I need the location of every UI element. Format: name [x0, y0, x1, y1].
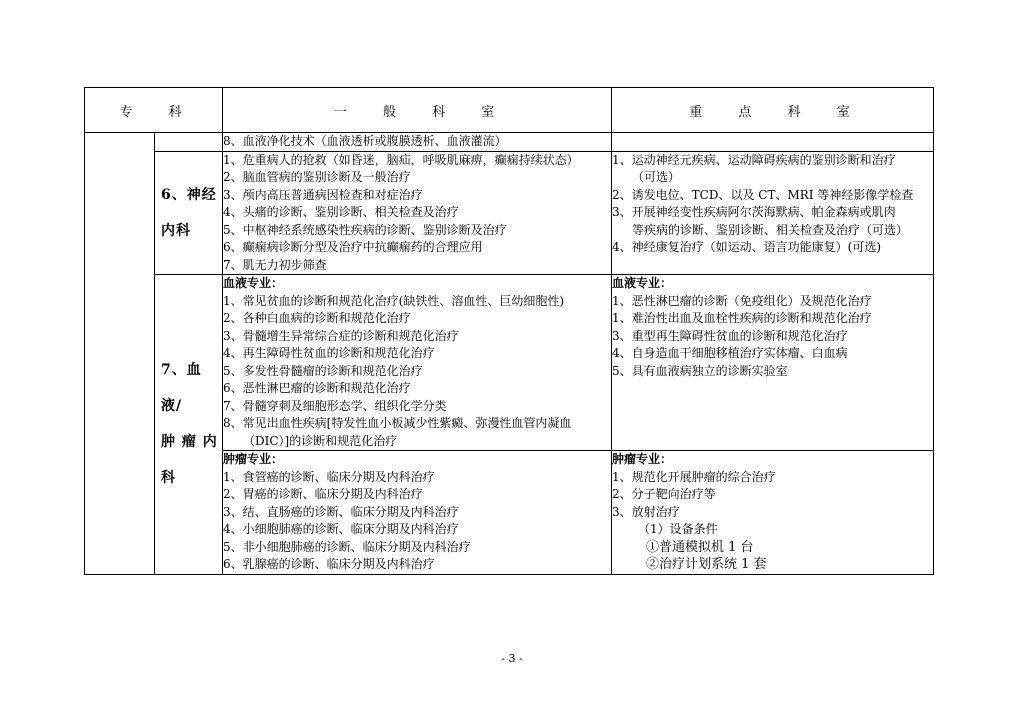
- table-row-continuation: [85, 133, 934, 152]
- list-item: 5、多发性骨髓瘤的诊断和规范化治疗: [223, 363, 423, 378]
- header-specialty: 专 科: [85, 88, 223, 133]
- dept-label-neurology: 6、神经 内科: [155, 151, 223, 275]
- general-cell-neurology: [223, 151, 612, 275]
- list-item: 1、食管癌的诊断、临床分期及内科治疗: [223, 469, 435, 484]
- list-item: （可选）: [632, 170, 681, 184]
- table-header-row: [85, 88, 934, 133]
- general-cell-continuation: [223, 133, 612, 152]
- list-item: 等疾病的诊断、鉴别诊断、相关检查及治疗（可选）: [632, 222, 909, 237]
- list-item: 4、自身造血干细胞移植治疗实体瘤、白血病: [612, 346, 848, 360]
- list-item: 3、放射治疗: [612, 504, 680, 519]
- list-item: 7、骨髓穿刺及细胞形态学、组织化学分类: [223, 398, 447, 413]
- list-item: 3、颅内高压普通病因检查和对症治疗: [223, 187, 423, 202]
- list-item: 2、胃癌的诊断、临床分期及内科治疗: [223, 487, 423, 501]
- header-general-dept: 一 般 科 室: [223, 88, 612, 133]
- list-item: 3、重型再生障碍性贫血的诊断和规范化治疗: [612, 328, 848, 343]
- list-item: 6、癫痫病诊断分型及治疗中抗癫痫药的合理应用: [223, 240, 483, 254]
- list-item: 2、诱发电位、TCD、以及 CT、MRI 等神经影像学检查: [612, 187, 914, 202]
- key-cell-tumor: [612, 451, 934, 575]
- blood-subsection-title: 血液专业：: [612, 276, 673, 290]
- list-item: 8、常见出血性疾病[特发性血小板减少性紫癜、弥漫性血管内凝血: [223, 416, 572, 430]
- general-cell-tumor: [223, 451, 612, 575]
- list-item: 1、恶性淋巴瘤的诊断（免疫组化）及规范化治疗: [612, 293, 872, 308]
- key-cell-neurology: [612, 151, 934, 275]
- table-row-hematology-blood: [85, 275, 934, 451]
- list-item: 3、开展神经变性疾病阿尔茨海默病、帕金森病或肌肉: [612, 205, 896, 219]
- department-table: [84, 87, 934, 575]
- list-item: 4、头痛的诊断、鉴别诊断、相关检查及治疗: [223, 205, 459, 219]
- list-item: 1、常见贫血的诊断和规范化治疗(缺铁性、溶血性、巨幼细胞性): [223, 293, 565, 308]
- table-row-neurology: [85, 151, 934, 275]
- list-item: 8、血液净化技术（血液透析或腹膜透析、血液灌流）: [223, 134, 507, 148]
- page-number: - 3 -: [501, 652, 523, 665]
- tumor-subsection-title: 肿瘤专业：: [612, 452, 673, 466]
- general-cell-blood: [223, 275, 612, 451]
- list-item: 5、具有血液病独立的诊断实验室: [612, 363, 788, 378]
- list-item: 5、非小细胞肺癌的诊断、临床分期及内科治疗: [223, 539, 471, 554]
- list-item: 4、小细胞肺癌的诊断、临床分期及内科治疗: [223, 522, 459, 536]
- list-item: ①普通模拟机 1 台: [646, 539, 754, 555]
- list-item: 7、肌无力初步筛查: [223, 257, 327, 272]
- key-cell-continuation: [612, 133, 934, 152]
- list-item: 6、乳腺癌的诊断、临床分期及内科治疗: [223, 557, 435, 571]
- list-item: 4、再生障碍性贫血的诊断和规范化治疗: [223, 346, 435, 360]
- dept-label-hematology-oncology: 7、血液/ 肿 瘤 内 科: [155, 275, 223, 575]
- list-item: 5、中枢神经系统感染性疾病的诊断、鉴别诊断及治疗: [223, 222, 507, 237]
- list-item: 2、各种白血病的诊断和规范化治疗: [223, 311, 411, 325]
- list-item: 1、规范化开展肿瘤的综合治疗: [612, 469, 776, 484]
- list-item: （1）设备条件: [638, 522, 718, 536]
- list-item: 2、分子靶向治疗等: [612, 487, 716, 501]
- list-item: （DIC）]的诊断和规范化治疗: [243, 433, 398, 448]
- list-item: 3、结、直肠癌的诊断、临床分期及内科治疗: [223, 504, 459, 519]
- key-cell-blood: [612, 275, 934, 451]
- list-item: 1、难治性出血及血栓性疾病的诊断和规范化治疗: [612, 311, 872, 325]
- list-item: 3、骨髓增生异常综合症的诊断和规范化治疗: [223, 328, 459, 343]
- tumor-subsection-title: 肿瘤专业：: [223, 452, 284, 466]
- list-item: 6、恶性淋巴瘤的诊断和规范化治疗: [223, 381, 411, 395]
- list-item: 2、脑血管病的鉴别诊断及一般治疗: [223, 170, 411, 184]
- empty-dept-cell: [155, 133, 223, 152]
- blood-subsection-title: 血液专业：: [223, 276, 284, 290]
- list-item: 1、危重病人的抢救（如昏迷，脑疝，呼吸肌麻痹，癫痫持续状态）: [223, 152, 579, 167]
- empty-specialty-cell: [85, 133, 155, 575]
- list-item: ②治疗计划系统 1 套: [646, 557, 767, 572]
- list-item: 1、运动神经元疾病、运动障碍疾病的鉴别诊断和治疗: [612, 152, 896, 167]
- list-item: 4、神经康复治疗（如运动、语言功能康复）(可选): [612, 240, 882, 254]
- header-key-dept: 重 点 科 室: [612, 88, 934, 133]
